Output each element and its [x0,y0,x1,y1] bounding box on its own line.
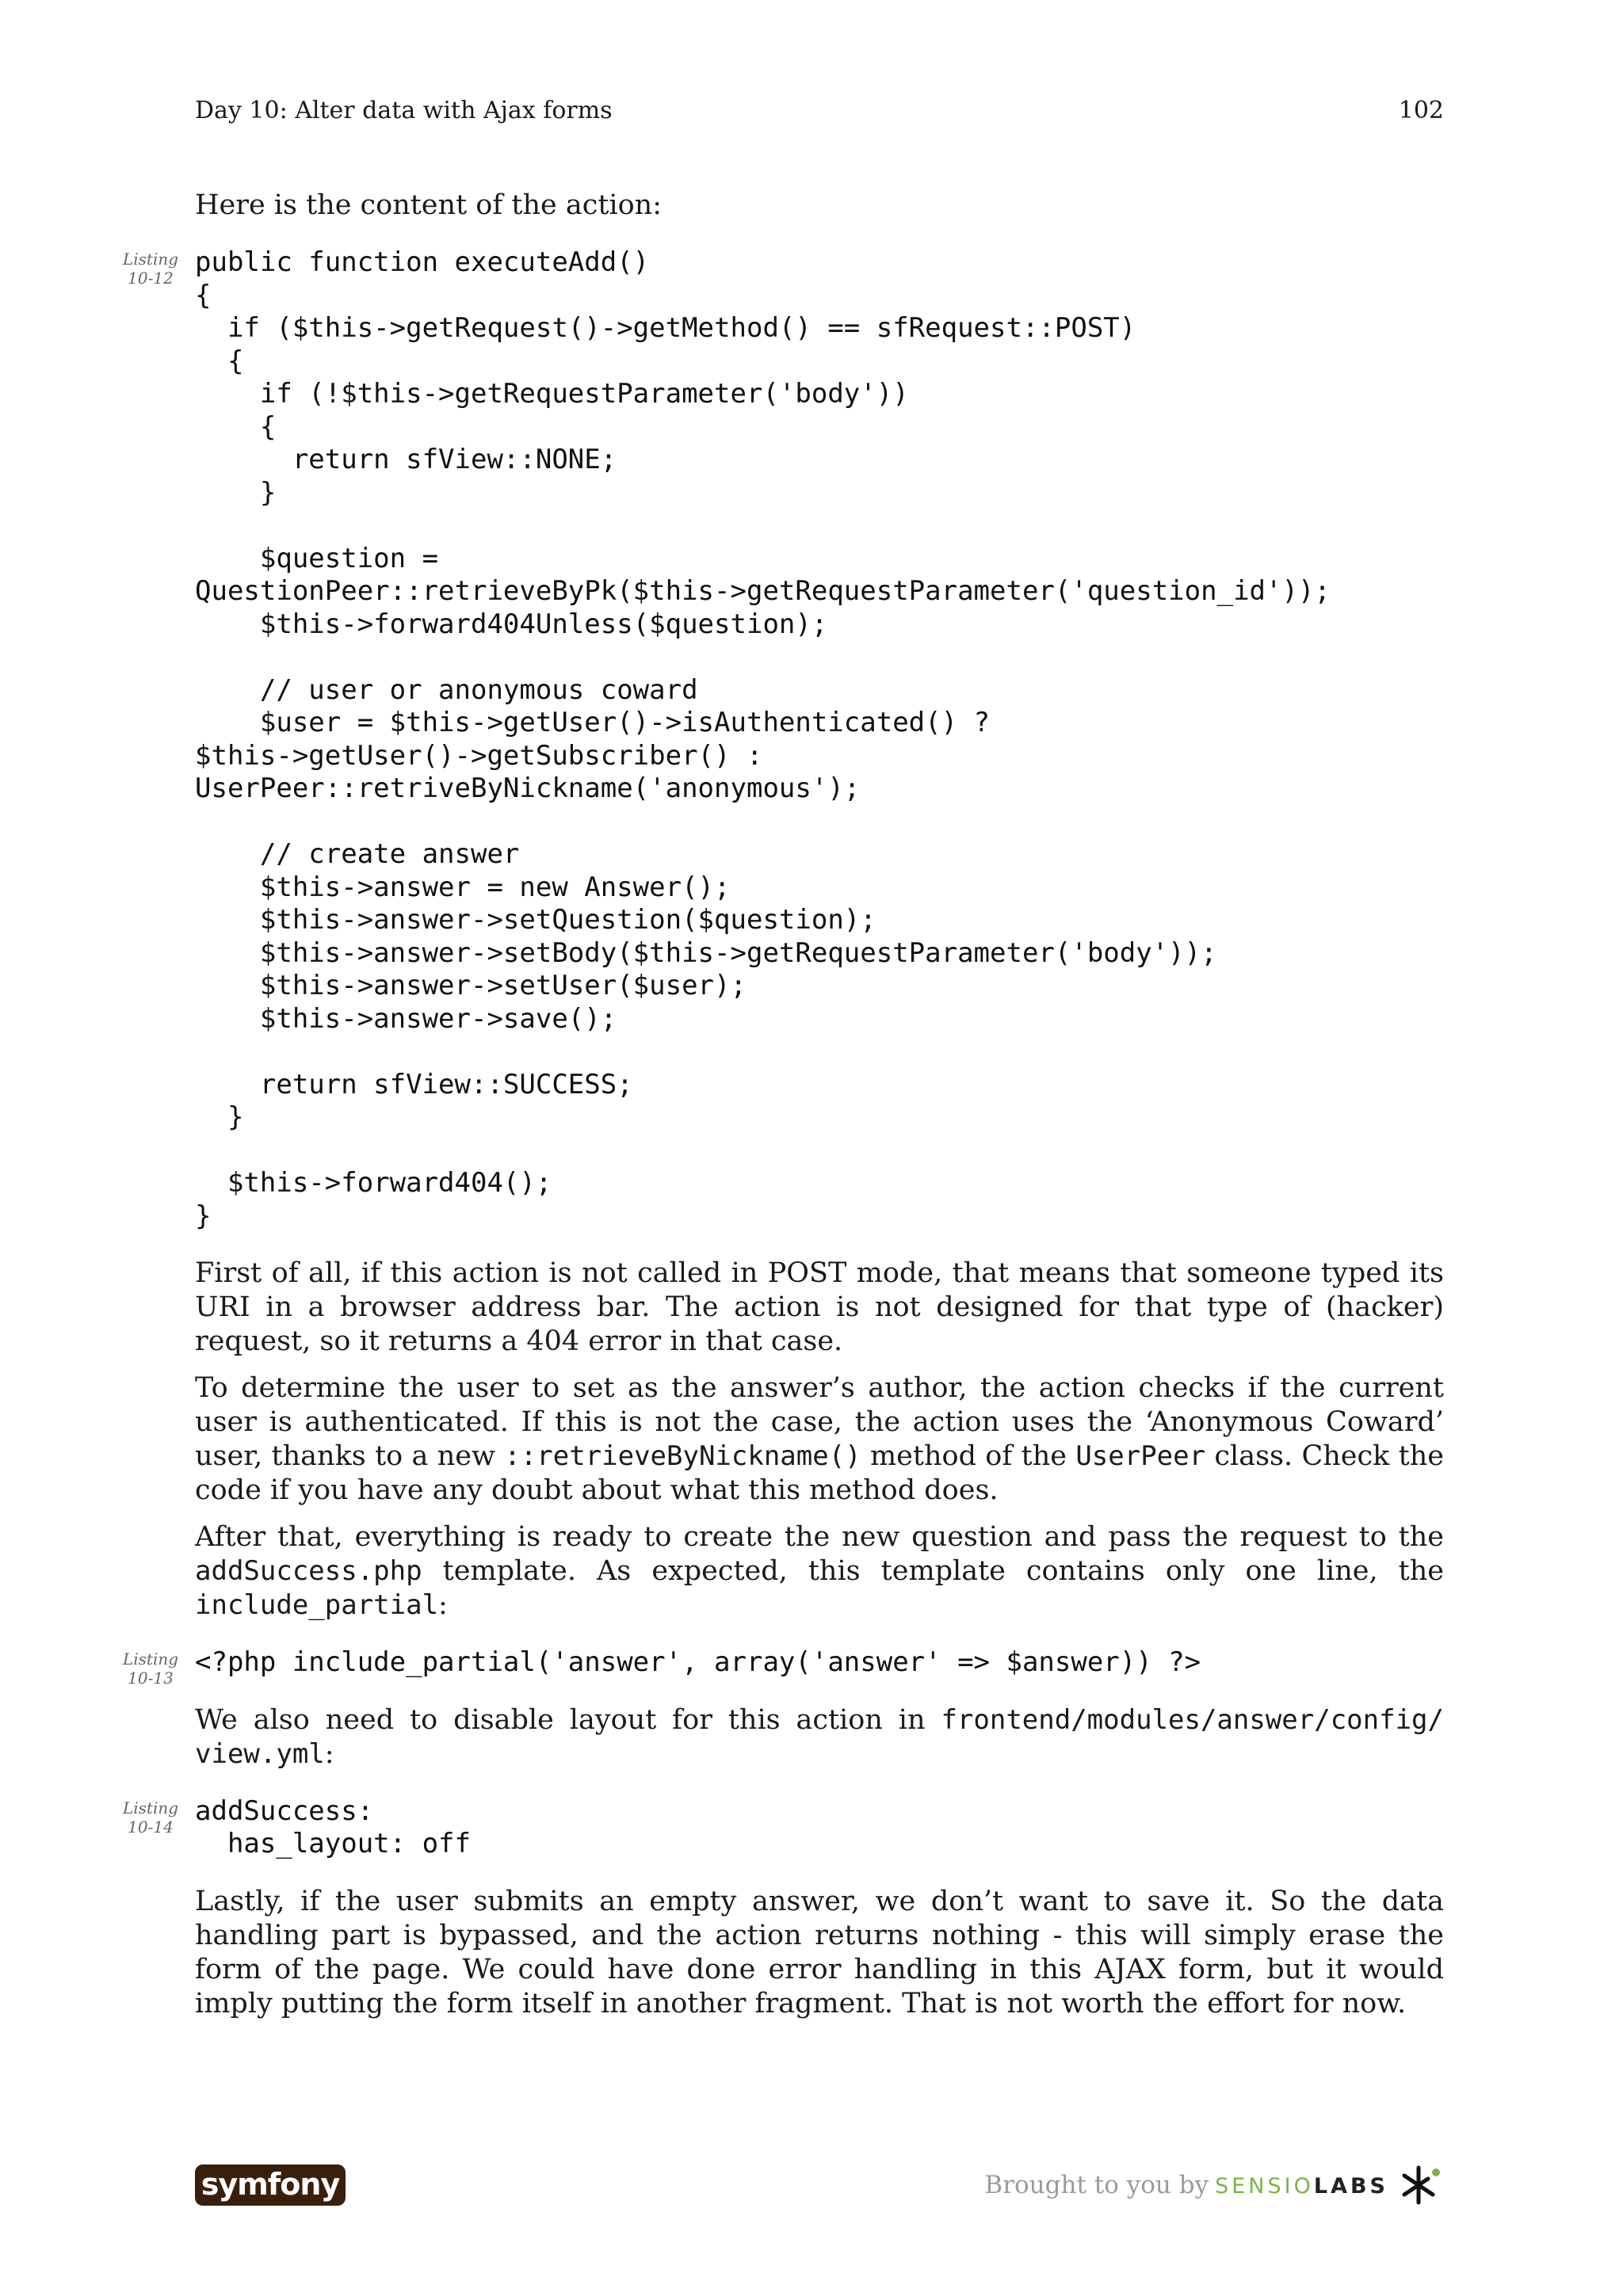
page-footer [195,2163,1444,2210]
chapter-title: Day 10: Alter data with Ajax forms [195,97,613,124]
code-block: <?php include_partial('answer', array('answer' => $answer)) ?> [195,1646,1201,1678]
text-run: To determine the user to set as the answer’s author, the action checks if the current user is authenticated. If this is not the case, the action uses the ‘Anonymous Coward’ user, thanks to a new [195,1372,1444,1472]
text-run: After that, everything is ready to create the new question and pass the request to the [195,1521,1444,1553]
text-run: We also need to disable layout for this action in [195,1703,941,1736]
page-body [122,189,1444,2034]
code-listing-10-12 [122,246,1444,1233]
brought-to-you-by [984,2171,1388,2199]
inline-code: ::retrieveByNickname() [504,1440,861,1472]
listing-label: Listing 10-13 [122,1650,179,1688]
brand-labs: LABS [1313,2174,1388,2199]
sensiolabs-logo-icon [1400,2163,1444,2207]
paragraph-user-author [195,1371,1444,1508]
code-listing-10-13 [122,1646,1444,1688]
paragraph-empty-answer: Lastly, if the user submits an empty answer, we don’t want to save it. So the data handling part is bypassed, and the action returns nothing - this will simply erase the form of the page. We could have done error handling in this AJAX form, but it would imply putting the form itself in another fragment. That is not worth the effort for now. [195,1885,1444,2019]
listing-label: Listing 10-12 [122,250,179,288]
page-number: 102 [1398,97,1444,124]
page-header [195,97,1444,132]
paragraph-template [195,1520,1444,1623]
paragraph-post-mode: First of all, if this action is not called in POST mode, that means that someone typed its URI in a browser address bar. The action is not designed for that type of (hacker) request, so it returns a 404 error in that case. [195,1257,1444,1357]
code-block: public function executeAdd() { if ($this->getRequest()->getMethod() == sfRequest::POST) { if (!$this->getRequestParameter('body')) { return sfView::NONE; } $question = QuestionPeer::retrieveByPk($this->getRequestParameter('question_id')); $this->forward404Unless($question); // user or anonymous coward $user = $this->getUser()->isAuthenticated() ? $this->getUser()->getSubscriber() : UserPeer::retriveByNickname('anonymous'); // create answer $this->answer = new Answer(); $this->answer->setQuestion($question); $this->answer->setBody($this->getRequestParameter('body')); $this->answer->setUser($user); $this->answer->save(); return sfView::SUCCESS; } $this->forward404(); } [195,246,1331,1232]
symfony-logo: symfony [195,2164,346,2206]
text-run: template. As expected, this template contains only one line, the [422,1555,1444,1587]
inline-code: UserPeer [1075,1440,1206,1472]
code-listing-10-14 [122,1794,1444,1861]
text-run: method of the [861,1440,1076,1472]
inline-code: include_partial [195,1589,439,1621]
brand-sensio: SENSIO [1215,2174,1314,2199]
text-run: : [438,1589,448,1621]
paragraph-disable-layout [195,1703,1444,1772]
text-run: class. Check the code if you have any doubt about what this method does. [195,1440,1444,1506]
listing-label: Listing 10-14 [122,1798,179,1836]
inline-code: frontend/modules/answer/config/ view.yml [195,1703,1444,1770]
inline-code: addSuccess.php [195,1555,422,1587]
code-block: addSuccess: has_layout: off [195,1794,471,1859]
intro-paragraph: Here is the content of the action: [195,189,662,221]
brought-text: Brought to you by [984,2171,1209,2199]
text-run: : [324,1737,334,1770]
